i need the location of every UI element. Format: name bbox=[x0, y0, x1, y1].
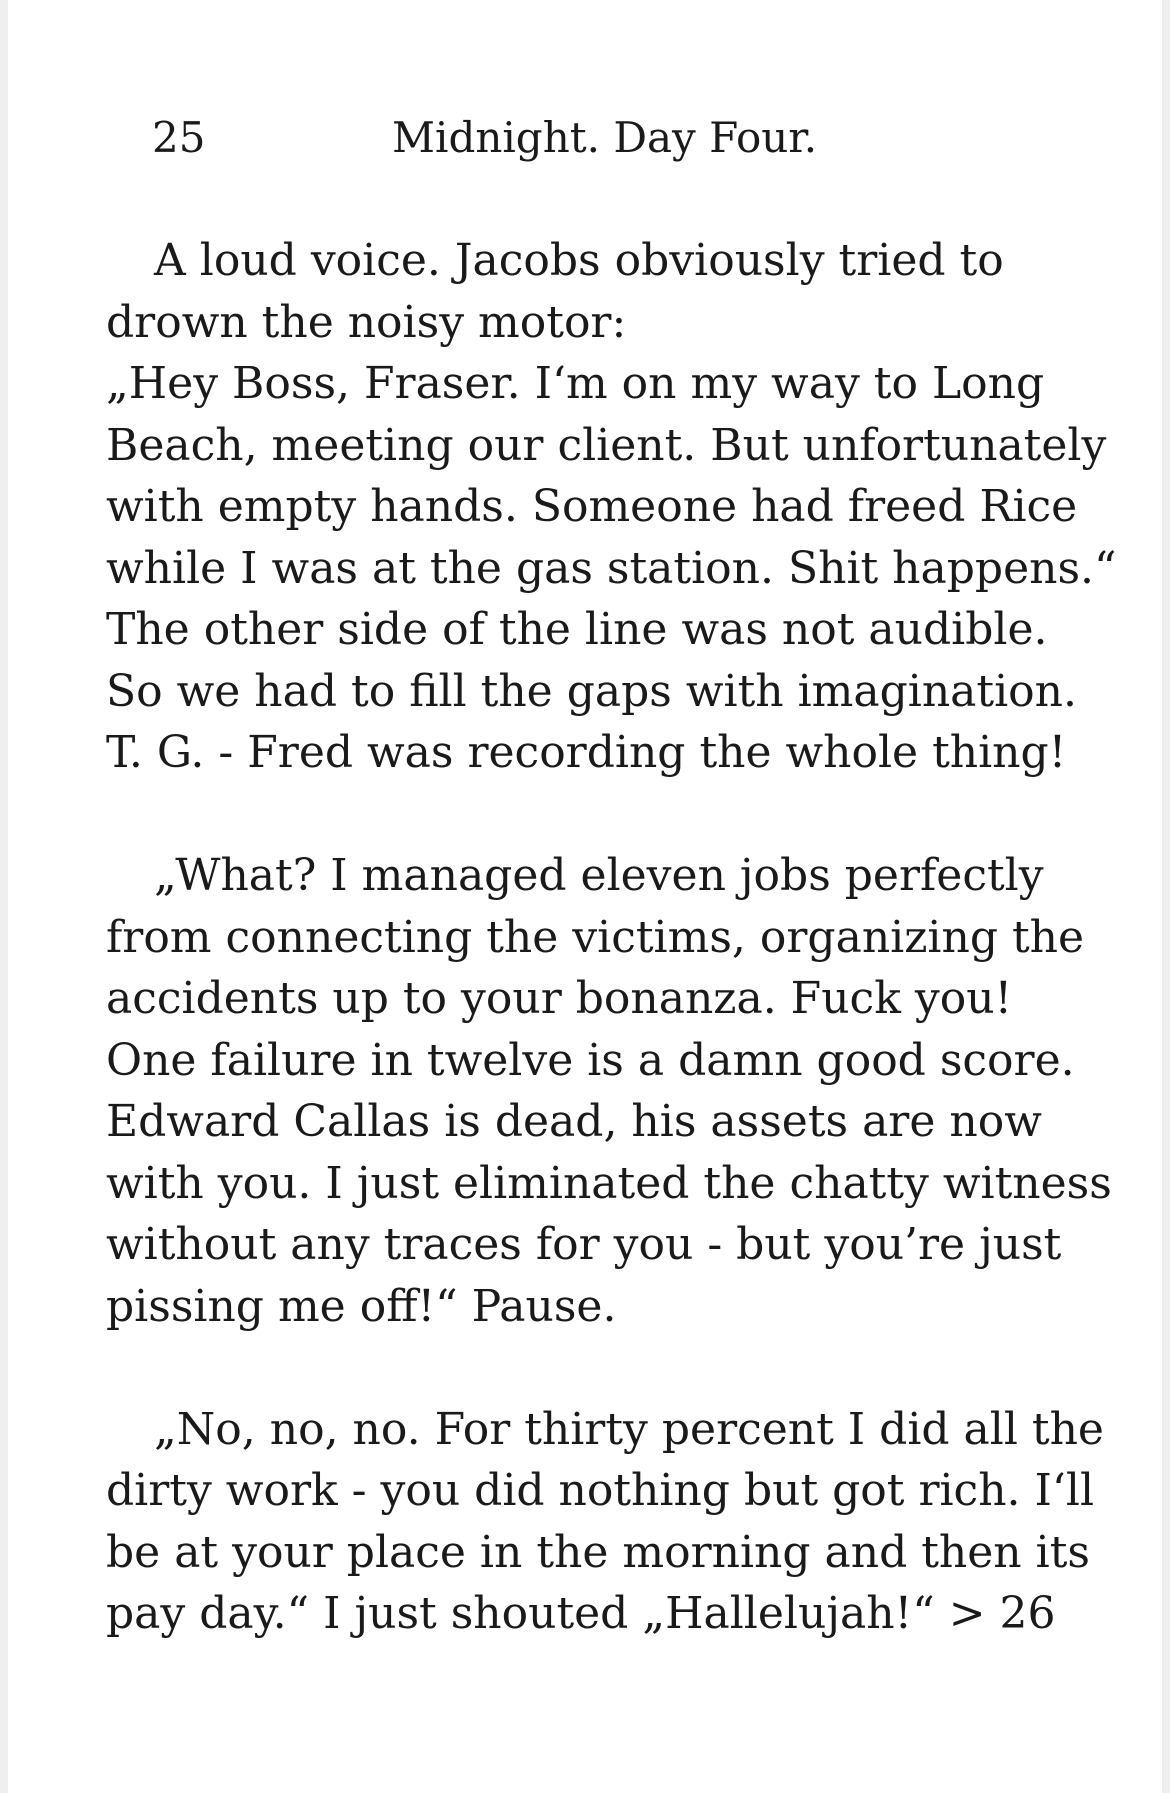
chapter-title: Midnight. Day Four. bbox=[392, 113, 818, 162]
paragraph-spacer bbox=[106, 1337, 1066, 1399]
text-line: drown the noisy motor: bbox=[106, 296, 627, 348]
text-line: accidents up to your bonanza. Fuck you! bbox=[106, 973, 1013, 1024]
text-line: One failure in twelve is a damn good score. bbox=[106, 1034, 1075, 1086]
text-line: without any traces for you - but you’re just bbox=[106, 1219, 1062, 1270]
page-number: 25 bbox=[152, 113, 206, 162]
text-line: Edward Callas is dead, his assets are now bbox=[106, 1096, 1042, 1147]
paragraph-spacer bbox=[106, 784, 1066, 846]
text-line: while I was at the gas station. Shit happens.“ bbox=[106, 542, 1117, 594]
paragraph bbox=[106, 230, 1117, 784]
text-line: pay day.“ I just shouted „Hallelujah!“ > 26 bbox=[106, 1588, 1056, 1639]
text-line: with you. I just eliminated the chatty witness bbox=[106, 1157, 1112, 1209]
text-line: „Hey Boss, Fraser. I‘m on my way to Long bbox=[106, 358, 1045, 409]
text-line: A loud voice. Jacobs obviously tried to bbox=[154, 235, 1004, 286]
text-line: „What? I managed eleven jobs perfectly bbox=[154, 850, 1044, 901]
text-line: Beach, meeting our client. But unfortunately bbox=[106, 419, 1107, 471]
page-header bbox=[0, 108, 1170, 168]
paragraph bbox=[106, 845, 1112, 1337]
text-line: with empty hands. Someone had freed Rice bbox=[106, 481, 1078, 532]
page-edge-right bbox=[1162, 0, 1170, 1793]
text-line: „No, no, no. For thirty percent I did all the bbox=[154, 1403, 1104, 1455]
text-body bbox=[106, 230, 1117, 1645]
page-edge-left bbox=[0, 0, 8, 1793]
text-line: T. G. - Fred was recording the whole thing! bbox=[106, 727, 1067, 778]
text-line: from connecting the victims, organizing the bbox=[106, 911, 1085, 963]
text-line: The other side of the line was not audible. bbox=[106, 604, 1048, 655]
text-line: dirty work - you did nothing but got rich. I‘ll bbox=[106, 1465, 1095, 1516]
paragraph bbox=[106, 1399, 1104, 1645]
text-line: So we had to fill the gaps with imagination. bbox=[106, 665, 1077, 717]
text-line: be at your place in the morning and then its bbox=[106, 1526, 1090, 1578]
text-line: pissing me off!“ Pause. bbox=[106, 1280, 617, 1332]
